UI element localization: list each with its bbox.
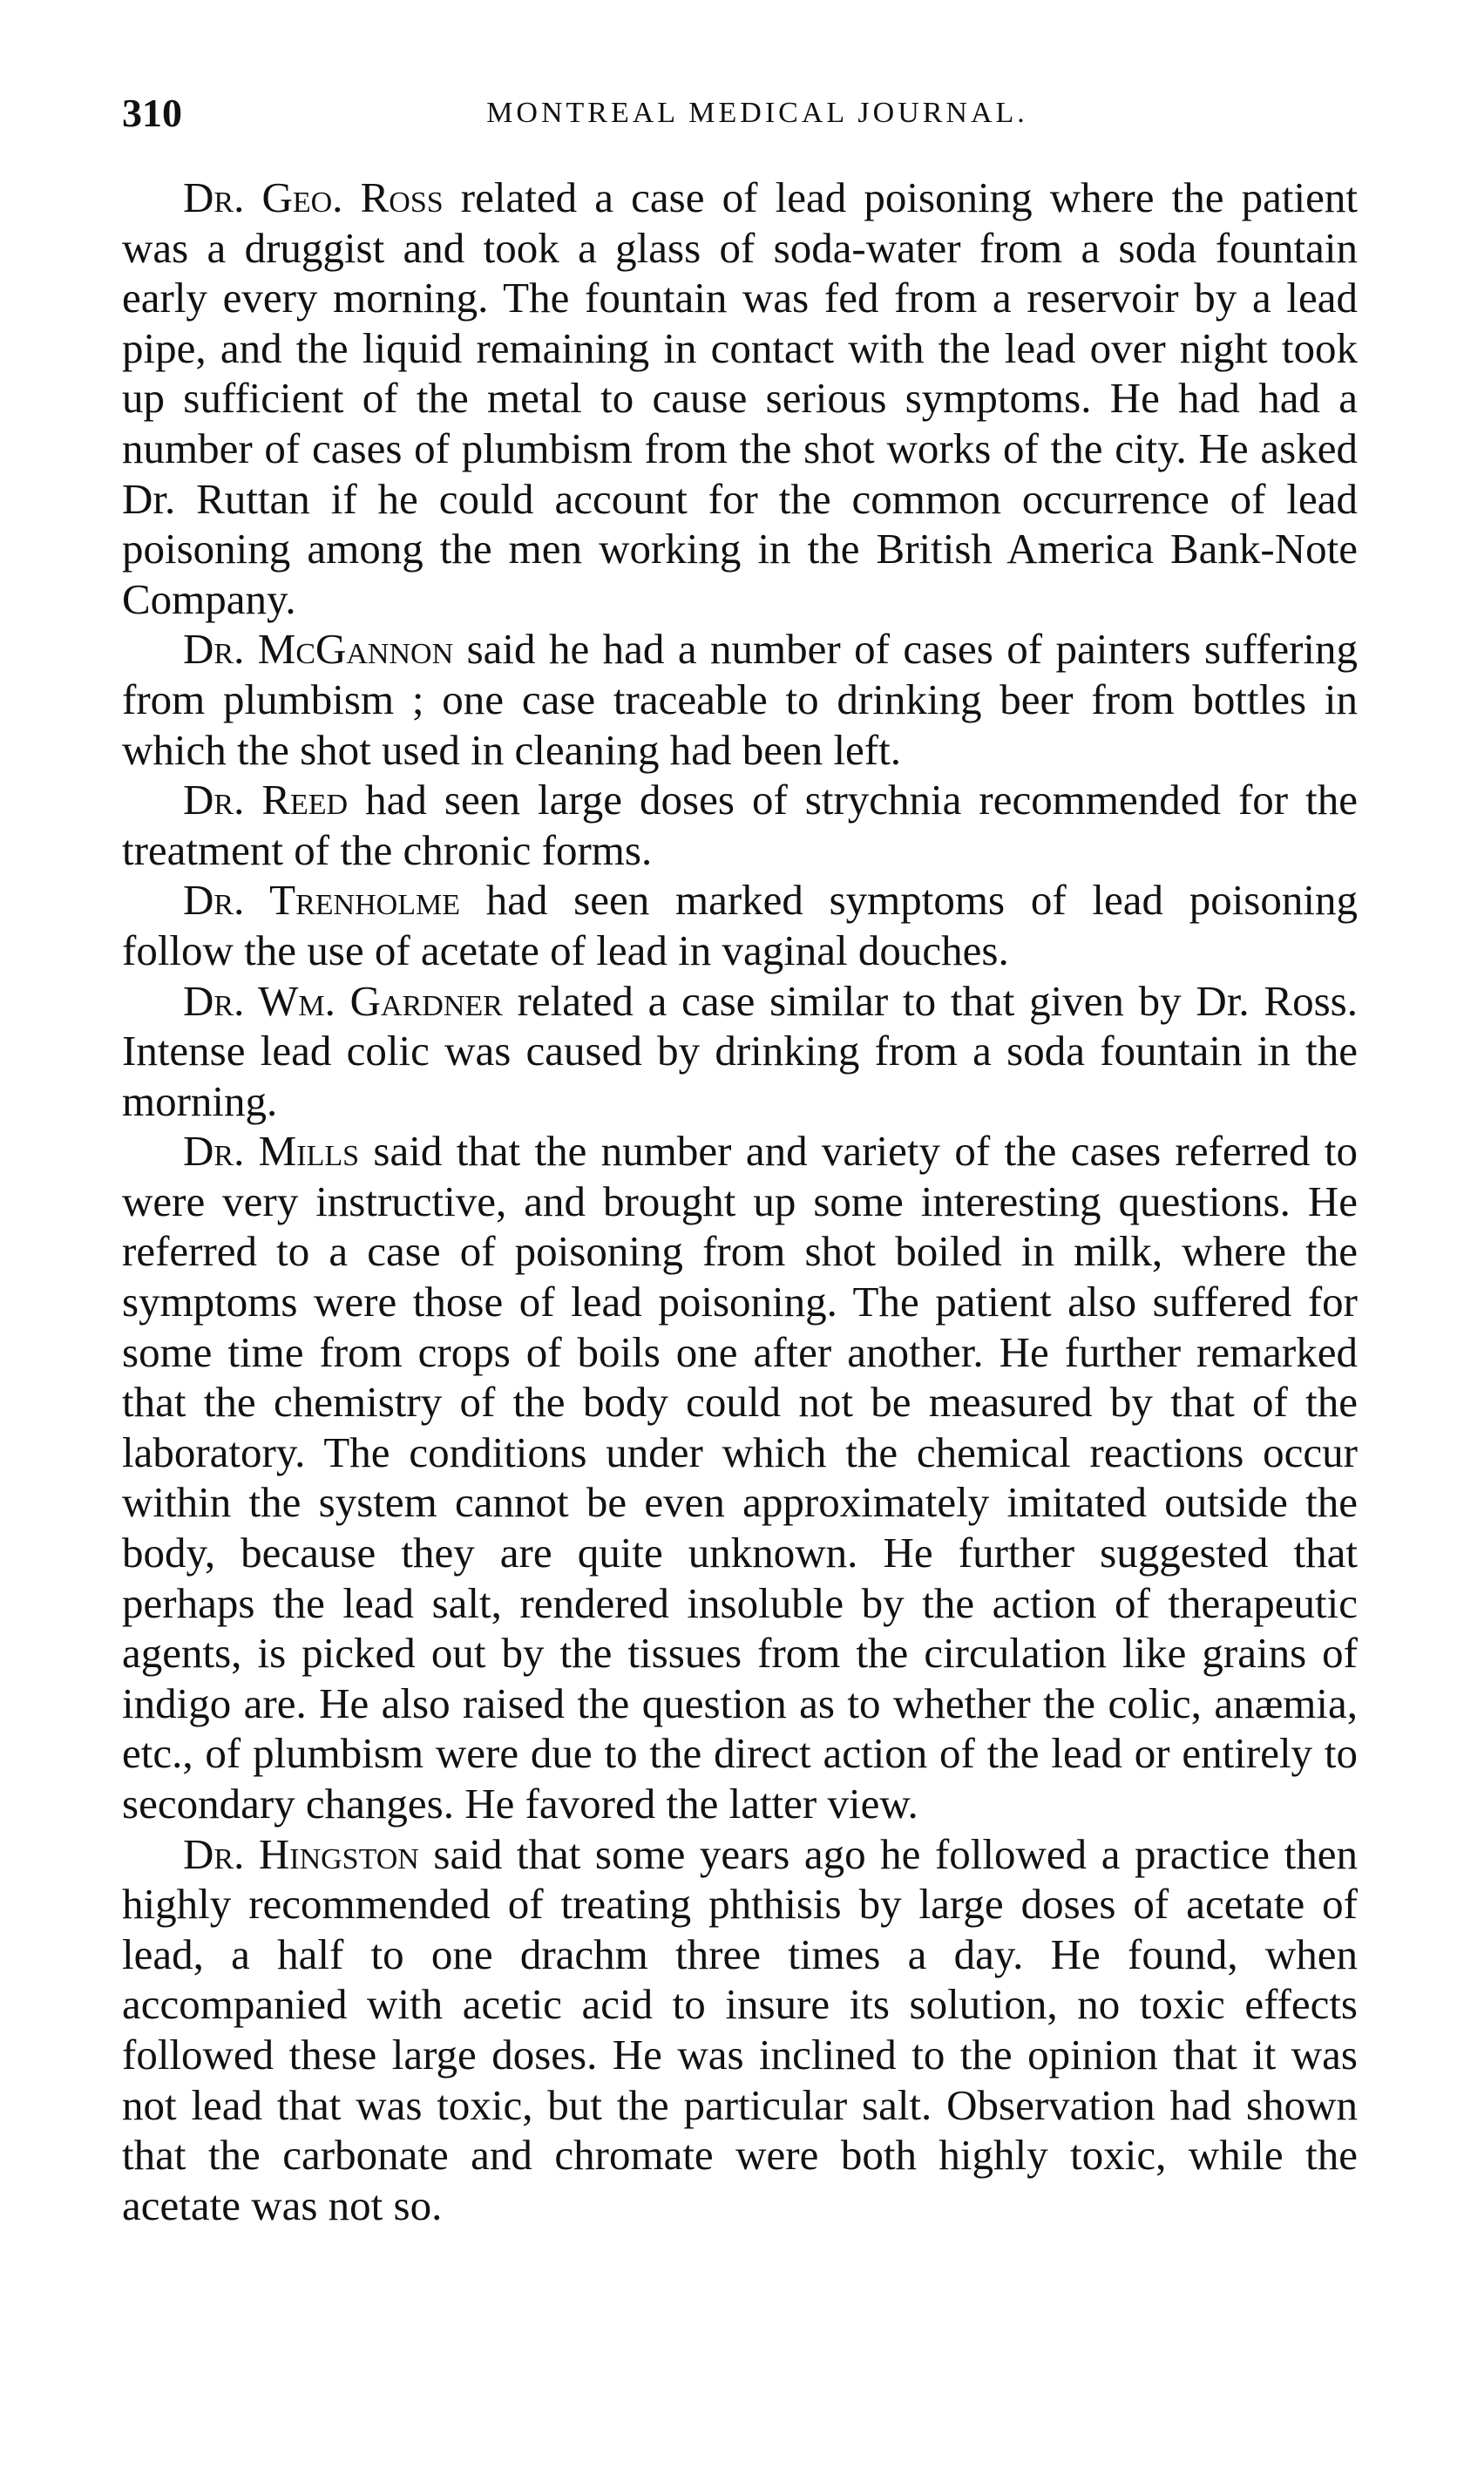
speaker-name: Dr. Mills [183,1127,360,1176]
journal-title: MONTREAL MEDICAL JOURNAL. [486,97,1028,129]
speaker-name: Dr. Wm. Gardner [183,976,503,1025]
paragraph-text: had seen large doses of strychnia recommended for the treatment of the chronic forms. [122,776,1358,874]
paragraph-text: related a case similar to that given by Dr. Ross. Intense lead colic was caused by drinking from a soda fountain in the morning. [122,976,1358,1125]
paragraph-text: said that some years ago he followed a practice then highly recommended of treating phthisis by large doses of acetate of lead, a half to one drachm three times a day. He found, when accompanied with acetic acid to insure its solution, no toxic effects followed these large doses. He was inclined to the opinion that it was not lead that was toxic, but the particular salt. Observation had shown that the carbonate and chromate were both highly toxic, while the acetate was not so. [122,1829,1358,2229]
paragraph-text: had seen marked symptoms of lead poisoning follow the use of acetate of lead in vaginal douches. [122,876,1358,974]
running-head [122,87,1358,139]
journal-page [122,87,1358,2230]
paragraph-ross [122,173,1358,624]
speaker-name: Dr. Geo. Ross [183,173,444,221]
paragraph-text: related a case of lead poisoning where the patient was a druggist and took a glass of soda-water from a soda fountain early every morning. The fountain was fed from a reservoir by a lead pipe, and the liquid remaining in contact with the lead over night took up sufficient of the metal to cause serious symptoms. He had had a number of cases of plumbism from the shot works of the city. He asked Dr. Ruttan if he could account for the common occurrence of lead poisoning among the men working in the British America Bank-Note Company. [122,173,1359,623]
speaker-name: Dr. Hingston [183,1829,419,1878]
page-number: 310 [122,91,182,135]
paragraph-text: said that the number and variety of the cases referred to were very instructive, and brought up some interesting questions. He referred to a case of poisoning from shot boiled in milk, where the symptoms were those of lead poisoning. The patient also suffered for some time from crops of boils one after another. He further remarked that the chemistry of the body could not be measured by that of the laboratory. The conditions under which the chemical reactions occur within the system cannot be even approximately imitated outside the body, because they are quite unknown. He further suggested that perhaps the lead salt, rendered insoluble by the action of therapeutic agents, is picked out by the tissues from the circulation like grains of indigo are. He also raised the question as to whether the colic, anæmia, etc., of plumbism were due to the direct action of the lead or entirely to secondary changes. He favored the latter view. [122,1127,1359,1828]
paragraph-trenholme [122,875,1358,975]
paragraph-gardner [122,976,1358,1127]
paragraph-mcgannon [122,624,1358,775]
speaker-name: Dr. McGannon [183,625,454,674]
paragraph-reed [122,775,1358,875]
paragraph-mills [122,1126,1358,1828]
speaker-name: Dr. Reed [183,776,349,824]
paragraph-text: said he had a number of cases of painters suffering from plumbism ; one case traceable to drinking beer from bottles in which the shot used in cleaning had been left. [122,625,1359,774]
paragraph-hingston [122,1829,1358,2231]
speaker-name: Dr. Trenholme [183,876,460,925]
